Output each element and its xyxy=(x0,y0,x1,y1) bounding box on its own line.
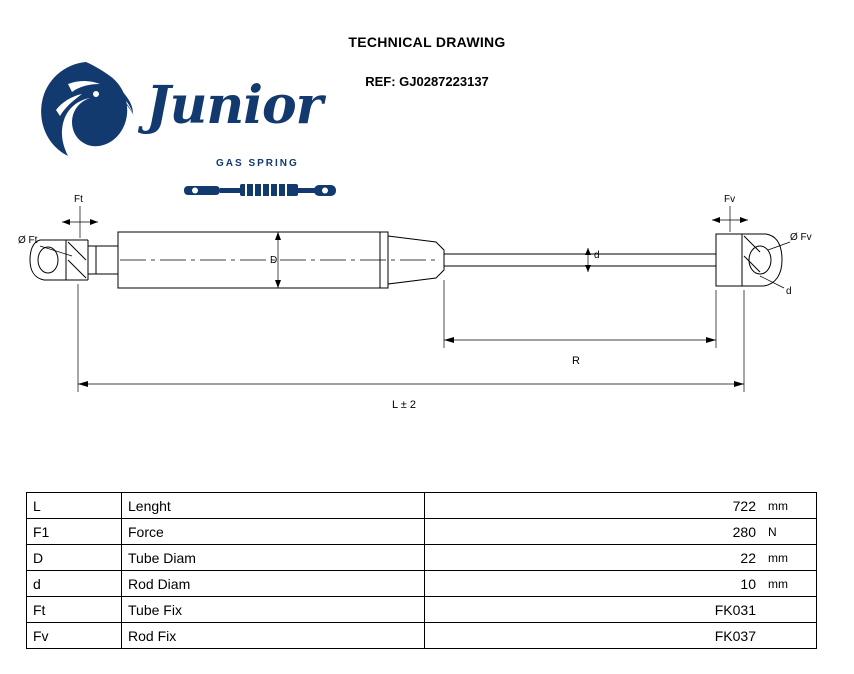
table-row xyxy=(27,493,817,519)
cell-symbol: Fv xyxy=(27,623,122,649)
table-row xyxy=(27,519,817,545)
cell-symbol: d xyxy=(27,571,122,597)
cell-value: 22 xyxy=(425,545,763,571)
reference-number: REF: GJ0287223137 xyxy=(365,74,489,89)
junior-bird-icon xyxy=(34,58,144,163)
cell-unit: mm xyxy=(762,545,817,571)
label-rod-diameter-right: d xyxy=(786,286,792,297)
cell-name: Tube Fix xyxy=(122,597,425,623)
cell-value: 10 xyxy=(425,571,763,597)
table-row xyxy=(27,623,817,649)
cell-unit: mm xyxy=(762,571,817,597)
cell-unit xyxy=(762,597,817,623)
label-rod-fix-top: Fv xyxy=(724,194,736,205)
cell-symbol: Ft xyxy=(27,597,122,623)
label-rod-diameter: d xyxy=(594,250,600,261)
cell-symbol: L xyxy=(27,493,122,519)
table-row xyxy=(27,597,817,623)
cell-value: FK031 xyxy=(425,597,763,623)
label-tube-diameter: D xyxy=(270,255,278,266)
label-tube-fix-top: Ft xyxy=(74,194,83,205)
cell-value: FK037 xyxy=(425,623,763,649)
logo-wordmark: Junior xyxy=(146,75,323,136)
cell-value: 722 xyxy=(425,493,763,519)
table-row xyxy=(27,571,817,597)
brand-logo xyxy=(34,58,323,169)
specification-table xyxy=(26,492,817,649)
cell-symbol: F1 xyxy=(27,519,122,545)
cell-name: Tube Diam xyxy=(122,545,425,571)
logo-tagline: GAS SPRING xyxy=(216,158,299,169)
cell-name: Rod Diam xyxy=(122,571,425,597)
label-length: L ± 2 xyxy=(392,399,416,411)
label-stroke: R xyxy=(572,355,580,367)
cell-name: Force xyxy=(122,519,425,545)
cell-unit: N xyxy=(762,519,817,545)
cell-name: Rod Fix xyxy=(122,623,425,649)
label-rod-fix-diameter: Ø Fv xyxy=(790,232,812,243)
cell-name: Lenght xyxy=(122,493,425,519)
table-row xyxy=(27,545,817,571)
cell-unit xyxy=(762,623,817,649)
specification-table-body xyxy=(27,493,817,649)
page-title: TECHNICAL DRAWING xyxy=(348,34,506,50)
cell-unit: mm xyxy=(762,493,817,519)
label-tube-fix-diameter: Ø Ft xyxy=(18,235,38,246)
gas-spring-drawing xyxy=(0,180,854,440)
cell-value: 280 xyxy=(425,519,763,545)
cell-symbol: D xyxy=(27,545,122,571)
